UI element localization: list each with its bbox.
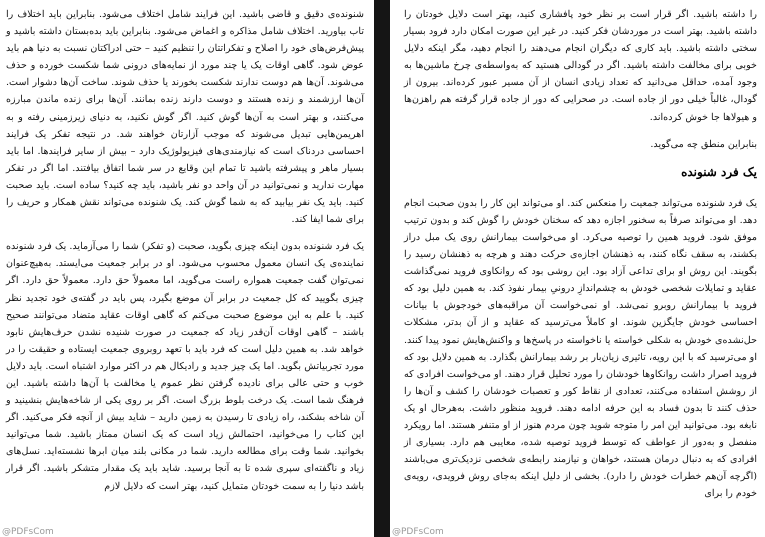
left-page-text <box>6 6 364 495</box>
right-watermark: @PDFsCom <box>392 527 444 537</box>
right-paragraph-1: را داشته باشید. اگر قرار است بر نظر خود پافشاری کنید، بهتر است دلایل خودتان را داشته باشید. بهتر است در موردشان فکر کنید. در غیر این صورت امکان دارد فرود بسیار سختی داشته باشید. باید کاری که دیگران انجام می‌دهند را انجام دهید، مگر اینکه دلایل خوبی برای مخالفت داشته باشید. اگر در گودالی هستید که به‌واسطه‌ی چرخ ماشین‌ها به وجود آمده، حداقل می‌دانید که تعداد زیادی انسان از آن مسیر عبور کرده‌اند. بیرون از گودال، غالباً خیلی دور از جاده است. در صحرایی که دور از جاده قرار گرفته هم راهزن‌ها و هیولاها جا خوش کرده‌اند. <box>404 9 757 123</box>
right-page <box>390 0 765 537</box>
left-watermark: @PDFsCom <box>2 527 54 537</box>
left-page <box>0 0 374 537</box>
left-paragraph-2: یک فرد شنونده بدون اینکه چیزی بگوید، صحبت (و تفکر) شما را می‌آزماید. یک فرد شنونده نماینده‌ی یک انسان معمول محسوب می‌شود. او در برابر جمعیت می‌ایستد. به‌هیچ‌عنوان نمی‌توان گفت جمعیت همواره راست می‌گوید، اما معمولاً حق دارد. معمولاً حق دارد. اگر چیزی بگویید که کل جمعیت در برابر آن موضع بگیرد، پس باید در گفته‌ی خود تجدید نظر کنید. با علم به این موضوع صحبت می‌کنم که گاهی اوقات عقاید متضاد می‌توانند صحیح باشند – گاهی اوقات آن‌قدر زیاد که جمعیت در صورت شنیده نشدن حرف‌هایش نابود خواهد شد. به همین دلیل است که فرد باید با تعهد روبروی جمعیت ایستاده و حقیقت را در مورد تجربیاتش بگوید. اما یک چیز جدید و رادیکال هم در اکثر موارد اشتباه است. باید دلایل خوب و حتی عالی برای نادیده گرفتن نظر عموم یا مخالفت با آن‌ها داشته باشید. این فرهنگ شما است. یک درخت بلوط بزرگ است. اگر بر روی یکی از شاخه‌هایش بنشینید و آن شاخه بشکند، راه زیادی تا رسیدن به زمین دارید – شاید بیش از آنچه فکر می‌کنید. اگر این کتاب را می‌خوانید، احتمالش زیاد است که یک انسان ممتاز باشید. شما می‌توانید بخوانید. شما وقت برای مطالعه دارید. شما در مکانی بلند میان ابرها نشسته‌اید. نسل‌های زیاد و ناگفته‌ای سپری شده تا به آنجا برسید. شاید باید یک مقدار متشکر باشید. اگر قرار باشد دنیا را به سمت خودتان متمایل کنید، بهتر است که دلایل لازم <box>6 241 364 492</box>
right-paragraph-2: بنابراین منطق چه می‌گوید. <box>650 138 757 150</box>
page-gutter <box>374 0 390 537</box>
left-paragraph-1: شنونده‌ی دقیق و قاضی باشید. این فرایند شامل اختلاف می‌شود. بنابراین باید اختلاف را تاب بیاورید. اختلاف شامل مذاکره و اغماض می‌شود. بنابراین باید بده‌بستان داشته باشید و پیش‌فرض‌های خود را اصلاح و تفکراتتان را تنظیم کنید – حتی ادراکتان نسبت به دنیا هم باید عوض شود. گاهی اوقات یک یا چند مورد از نمایه‌های درونی شما شکست خورده و حذف می‌شوند. آن‌ها هم دوست ندارند شکست بخورند یا حذف شوند. ساخت آن‌ها دشوار است. آن‌ها ارزشمند و زنده هستند و دوست دارند زنده بمانند. آن‌ها برای زنده ماندن مبارزه می‌کنند، و بهتر است به آن‌ها گوش کنید. اگر گوش نکنید، به دنیای زیرزمینی رفته و به اهریمن‌هایی تبدیل می‌شوند که موجب آزارتان خواهند شد. در نتیجه تفکر یک فرایند احساسی دردناک است که نیازمندی‌های فیزیولوژیک دارد – بیش از سایر فرایندها. اما باید بسیار ماهر و پیشرفته باشید تا تمام این وقایع در سر شما اتفاق بیافتند. اما اگر در تفکر مهارت ندارید و نمی‌توانید در آن واحد دو نفر باشید، باید چه کنید؟ ساده است. باید صحبت کنید. باید یک نفر بیابید که به شما گوش کند. یک شنونده می‌تواند نقش همکار و حریف را برای شما ایفا کند. <box>6 9 364 226</box>
section-heading: یک فرد شنونده <box>681 164 757 179</box>
right-paragraph-3: یک فرد شنونده می‌تواند جمعیت را منعکس کند. او می‌تواند این کار را بدون صحبت انجام دهد. او می‌تواند صرفاً به سخنور اجازه دهد که سخنان خودش را گوش کند و بدون ترتیب موفق شود. فروید همین را توصیه می‌کرد. او می‌خواست بیمارانش روی یک مبل دراز بکشند، به سقف نگاه کنند، به ذهنشان اجازه‌ی حرکت دهند و هرچه به ذهنشان رسید را بگویند. این روش او برای تداعی آزاد بود. این روشی بود که روانکاوی فروید نمی‌گذاشت عقاید و تمایلات شخصی خودش به چشم‌اندازِ درونیِ بیمار نفوذ کند. به همین دلیل بود که فروید با بیمارانش روبرو نمی‌شد. او نمی‌خواست آن مراقبه‌های خودجوش با بیانات احساسی خودش جایگزین شوند. او کاملاً می‌ترسید که عقاید و از آن بدتر، مشکلات حل‌نشده‌ی خودش به شکلی خواسته یا ناخواسته در پاسخ‌ها و واکنش‌هایش نمود پیدا کنند. او می‌ترسید که با این رویه، تاثیری زیان‌بار بر رشد بیمارانش بگذارد. به همین دلایل بود که فروید اصرار داشت روانکاوها خودشان را مورد تحلیل قرار دهند. او می‌خواست افرادی که از روشش استفاده می‌کنند، تعدادی از نقاط کور و تعصبات خودشان را کشف و آن‌ها را حذف کنند تا بدون فساد به این حرفه ادامه دهند. فروید منظور داشت. به‌هرحال او یک نابغه بود. می‌توانید این امر را متوجه شوید چون مردم هنوز از او متنفر هستند. اما رویکرد منفصل و به‌دور از عواطف که توسط فروید توصیه شده، معایبی هم دارد. بسیاری از افرادی که به دنبال درمان هستند، خواهان و نیازمند رابطه‌ی شخصی نزدیک‌تری می‌باشند (اگرچه آن‌هم خطرات خودش را دارد). بخشی از دلیل اینکه به‌جای روش فرویدی، رویه‌ی خودم را برای <box>404 197 757 500</box>
right-page-text <box>404 6 757 502</box>
